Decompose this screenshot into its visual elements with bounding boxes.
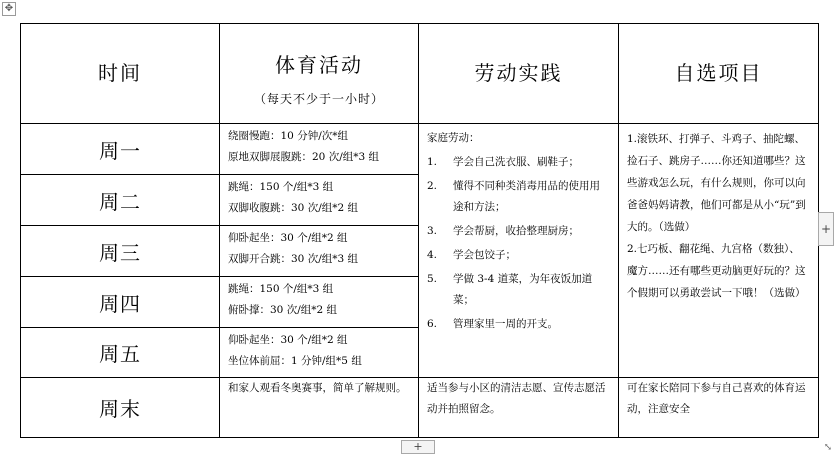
sports-line: 仰卧起坐：30 个/组*2 组 — [228, 232, 348, 244]
labor-item-number: 3. — [427, 225, 438, 237]
sports-line: 坐位体前屈：1 分钟/组*5 组 — [228, 355, 362, 367]
header-time: 时间 — [98, 61, 142, 85]
day-cell-fri[interactable]: 周五 — [21, 328, 220, 378]
labor-item-number: 6. — [427, 318, 438, 330]
list-item — [427, 245, 610, 266]
header-sports-cell[interactable] — [220, 24, 419, 124]
add-row-button[interactable]: + — [401, 440, 435, 454]
elective-item-2: 2.七巧板、翻花绳、九宫格（数独）、魔方……还有哪些更动脑更好玩的？这个假期可以勇敢尝试一下哦！（选做） — [627, 243, 806, 299]
elective-cell[interactable] — [619, 124, 819, 378]
sports-cell-thu[interactable] — [220, 277, 419, 328]
sports-cell-mon[interactable] — [220, 124, 419, 175]
list-item — [427, 221, 610, 242]
labor-item-text: 学会帮厨，收拾整理厨房； — [453, 225, 579, 237]
activity-schedule-table — [20, 23, 819, 438]
header-time-cell[interactable] — [21, 24, 220, 124]
table-move-handle-icon[interactable]: ✥ — [2, 2, 16, 16]
labor-item-number: 2. — [427, 180, 438, 192]
header-labor: 劳动实践 — [474, 61, 563, 85]
elective-item-1: 1.滚铁环、打弹子、斗鸡子、抽陀螺、捡石子、跳房子……你还知道哪些？这些游戏怎么玩，有什么规则，你可以向爸爸妈妈请教，他们可都是从小“玩”到大的。（选做） — [627, 133, 806, 233]
sports-cell-tue[interactable] — [220, 175, 419, 226]
sports-line: 跳绳：150 个/组*3 组 — [228, 283, 334, 295]
list-item — [427, 314, 610, 335]
day-cell-wed[interactable]: 周三 — [21, 226, 220, 277]
table-row — [21, 124, 819, 175]
weekend-sports-cell[interactable]: 和家人观看冬奥赛事，简单了解规则。 — [220, 378, 419, 438]
day-cell-thu[interactable]: 周四 — [21, 277, 220, 328]
day-cell-tue[interactable]: 周二 — [21, 175, 220, 226]
add-column-button[interactable]: + — [818, 212, 834, 246]
labor-item-number: 1. — [427, 156, 438, 168]
labor-item-text: 学会自己洗衣服、刷鞋子； — [453, 156, 579, 168]
labor-title: 家庭劳动： — [427, 132, 480, 144]
header-sports-note: （每天不少于一小时） — [253, 91, 384, 106]
weekend-elective-cell[interactable]: 可在家长陪同下参与自己喜欢的体育运动，注意安全 — [619, 378, 819, 438]
header-elective: 自选项目 — [674, 61, 763, 85]
weekend-labor-cell[interactable]: 适当参与小区的清洁志愿、宣传志愿活动并拍照留念。 — [419, 378, 619, 438]
weekend-row — [21, 378, 819, 438]
sports-line: 原地双脚展腹跳：20 次/组*3 组 — [228, 151, 380, 163]
header-sports: 体育活动 — [275, 52, 363, 77]
labor-item-number: 5. — [427, 273, 438, 285]
day-cell-mon[interactable]: 周一 — [21, 124, 220, 175]
labor-cell[interactable] — [419, 124, 619, 378]
header-row — [21, 24, 819, 124]
sports-line: 双脚收腹跳：30 次/组*2 组 — [228, 202, 359, 214]
header-labor-cell[interactable] — [419, 24, 619, 124]
labor-item-text: 学做 3-4 道菜，为年夜饭加道菜； — [453, 273, 593, 306]
labor-item-text: 学会包饺子； — [453, 249, 516, 261]
labor-item-text: 管理家里一周的开支。 — [453, 318, 558, 330]
sports-cell-wed[interactable] — [220, 226, 419, 277]
list-item — [427, 269, 610, 311]
sports-line: 跳绳：150 个/组*3 组 — [228, 181, 334, 193]
day-cell-weekend[interactable]: 周末 — [21, 378, 220, 438]
table-resize-icon[interactable]: ⤡ — [823, 442, 833, 453]
list-item — [427, 152, 610, 173]
list-item — [427, 176, 610, 218]
header-elective-cell[interactable] — [619, 24, 819, 124]
sports-line: 双脚开合跳：30 次/组*3 组 — [228, 253, 359, 265]
labor-item-number: 4. — [427, 249, 438, 261]
sports-line: 绕圈慢跑：10 分钟/次*组 — [228, 130, 348, 142]
sports-cell-fri[interactable] — [220, 328, 419, 378]
sports-line: 俯卧撑：30 次/组*2 组 — [228, 304, 338, 316]
sports-line: 仰卧起坐：30 个/组*2 组 — [228, 334, 348, 346]
labor-item-text: 懂得不同种类消毒用品的使用用途和方法； — [453, 180, 600, 213]
